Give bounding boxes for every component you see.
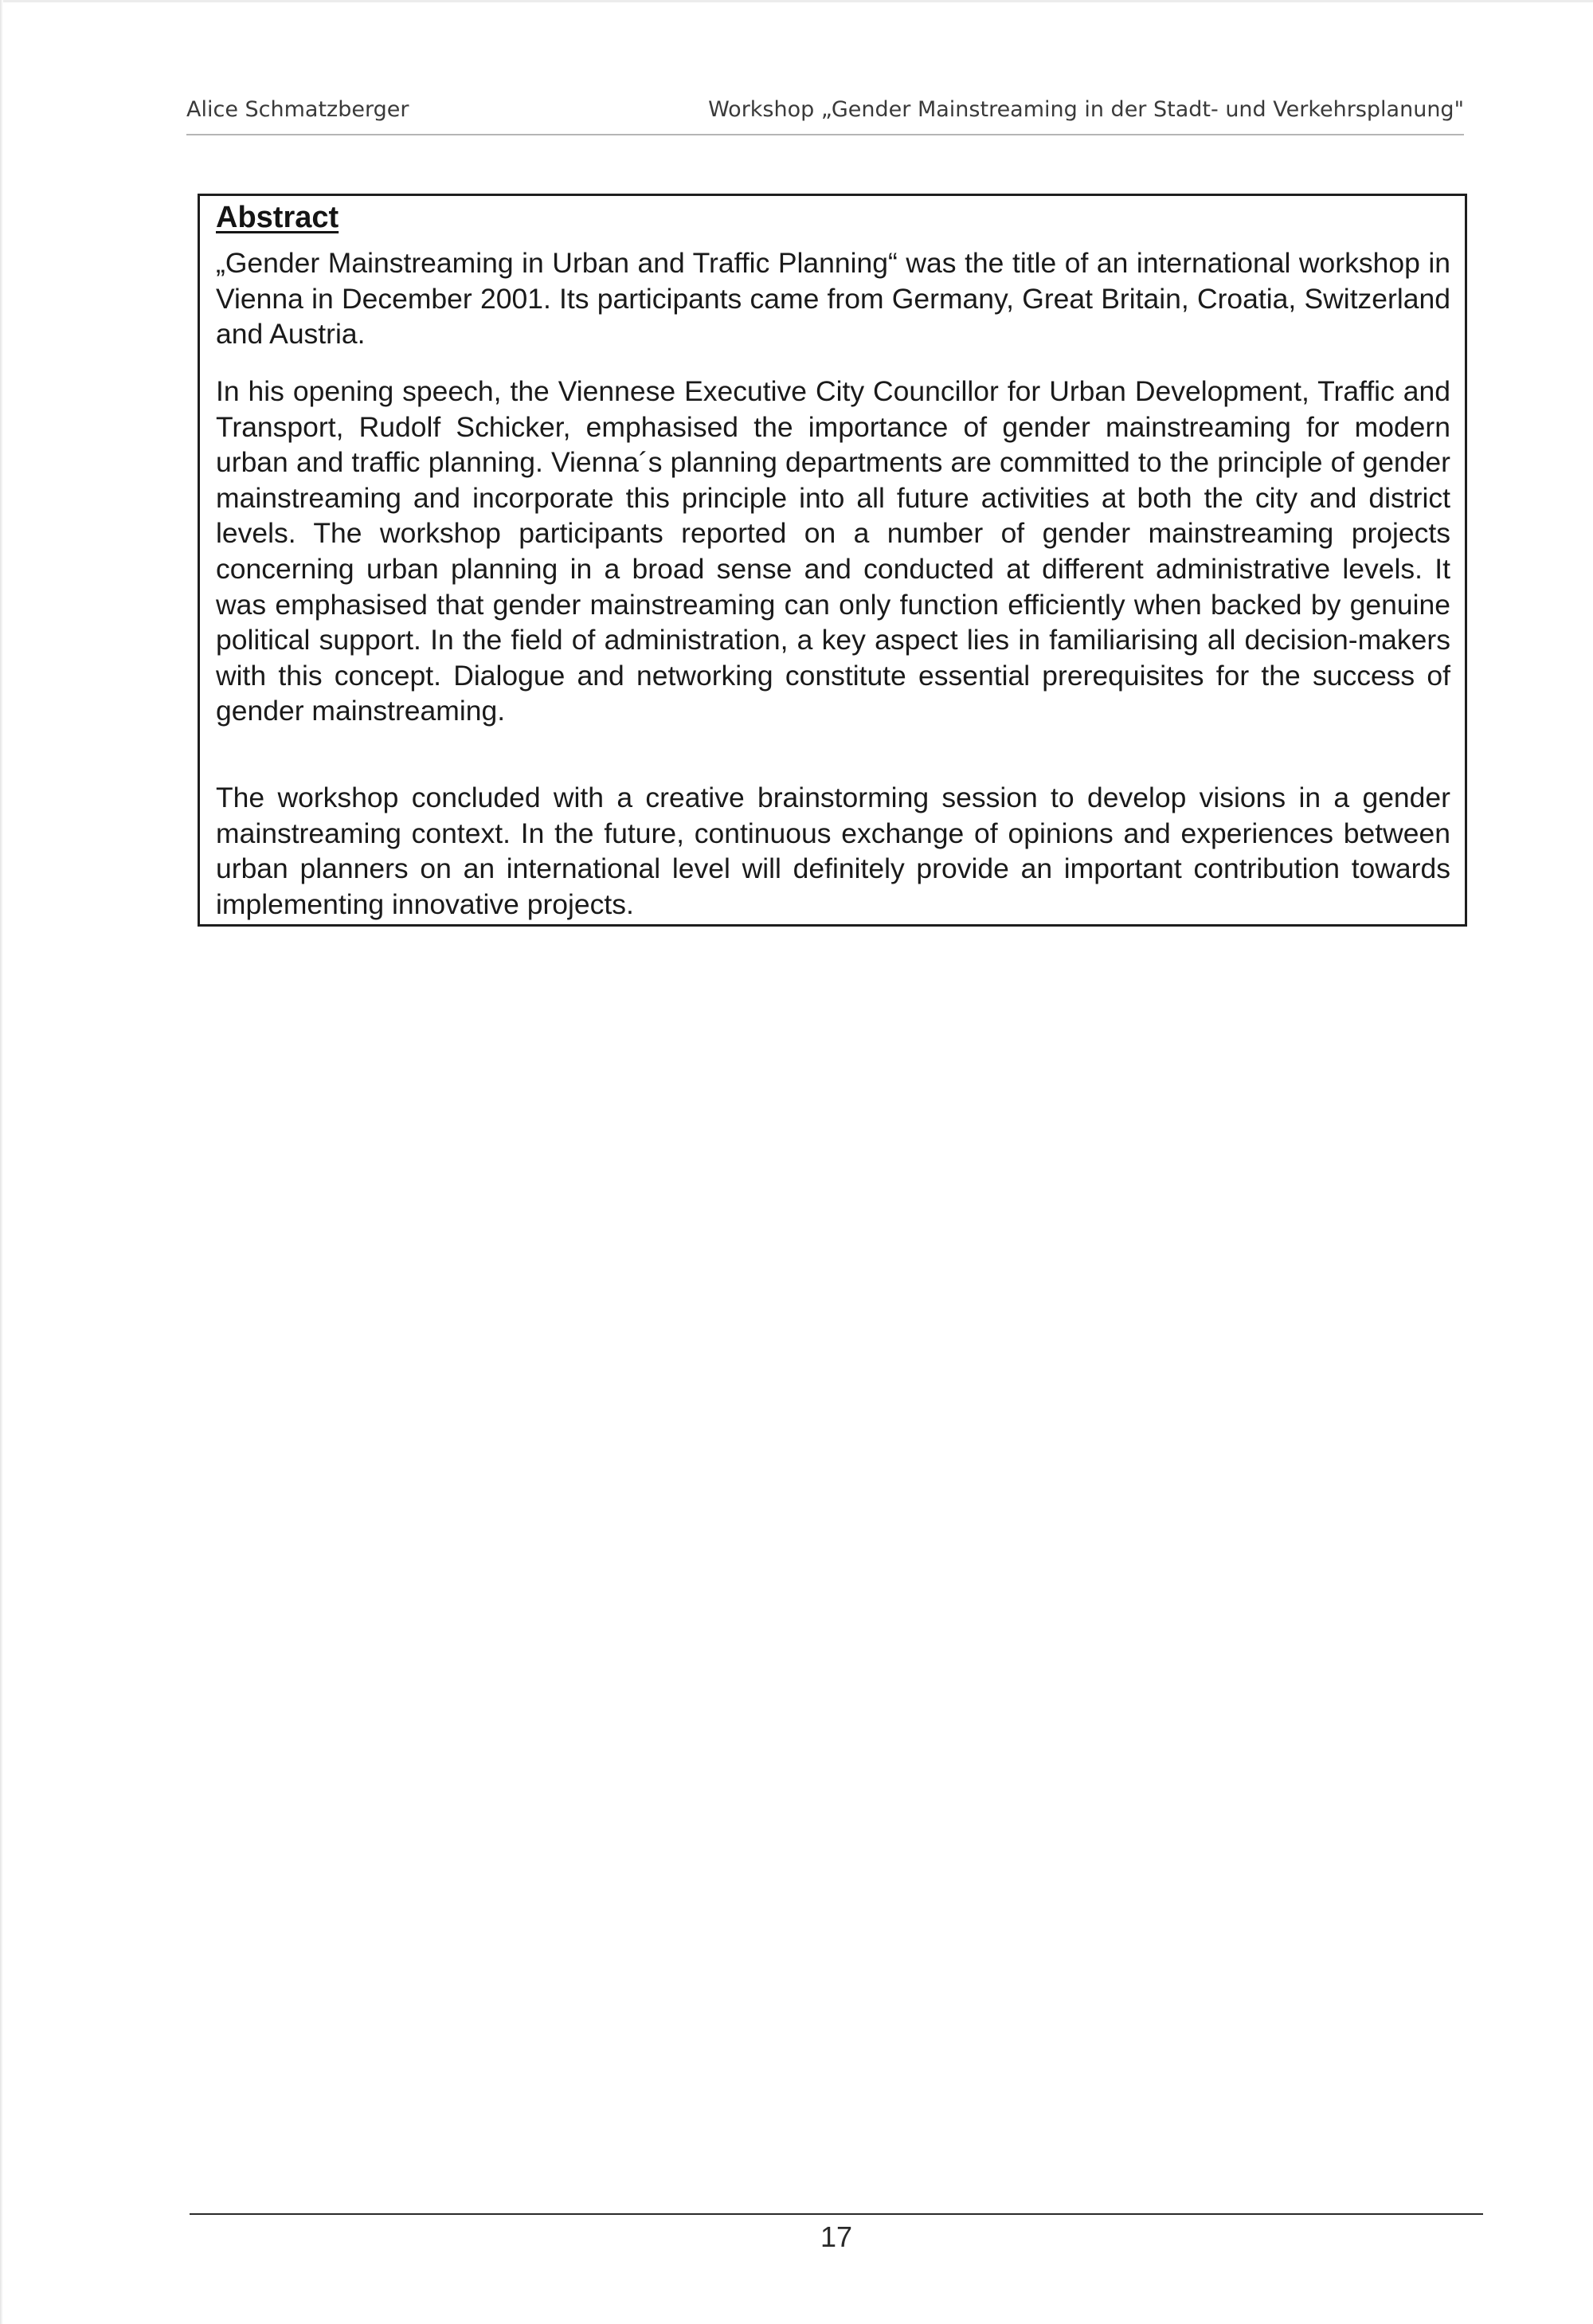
abstract-paragraph-1: „Gender Mainstreaming in Urban and Traffic Planning“ was the title of an international workshop in Vienna in December 2001. Its participants came from Germany, Great Britain, Croatia, Switzerland and Austria. [216, 247, 1450, 351]
page-edge-left [0, 0, 3, 2324]
page-edge-top [0, 0, 1593, 2]
header-title: Workshop „Gender Mainstreaming in der Stadt- und Verkehrsplanung" [708, 97, 1464, 122]
abstract-box [198, 194, 1467, 927]
abstract-paragraph-3: The workshop concluded with a creative brainstorming session to develop visions in a gender mainstreaming context. In the future, continuous exchange of opinions and experiences between urban planners on an international level will definitely provide an important contribution towards implementing innovative projects. [216, 782, 1450, 920]
abstract-paragraph-2: In his opening speech, the Viennese Executive City Councillor for Urban Development, Traffic and Transport, Rudolf Schicker, emphasised the importance of gender mainstreaming for modern urban and traffic planning. Vienna´s planning departments are committed to the principle of gender mainstreaming and incorporate this principle into all future activities at both the city and district levels. The workshop participants reported on a number of gender mainstreaming projects concerning urban planning in a broad sense and conducted at different administrative levels. It was emphasised that gender mainstreaming can only function efficiently when backed by genuine political support. In the field of administration, a key aspect lies in familiarising all decision-makers with this concept. Dialogue and networking constitute essential prerequisites for the success of gender mainstreaming. [216, 375, 1450, 727]
page-number: 17 [820, 2220, 853, 2253]
footer-rule [190, 2213, 1483, 2215]
header-author: Alice Schmatzberger [186, 97, 409, 122]
header-rule [186, 134, 1464, 135]
running-header [186, 89, 1464, 131]
abstract-heading: Abstract [216, 201, 339, 234]
